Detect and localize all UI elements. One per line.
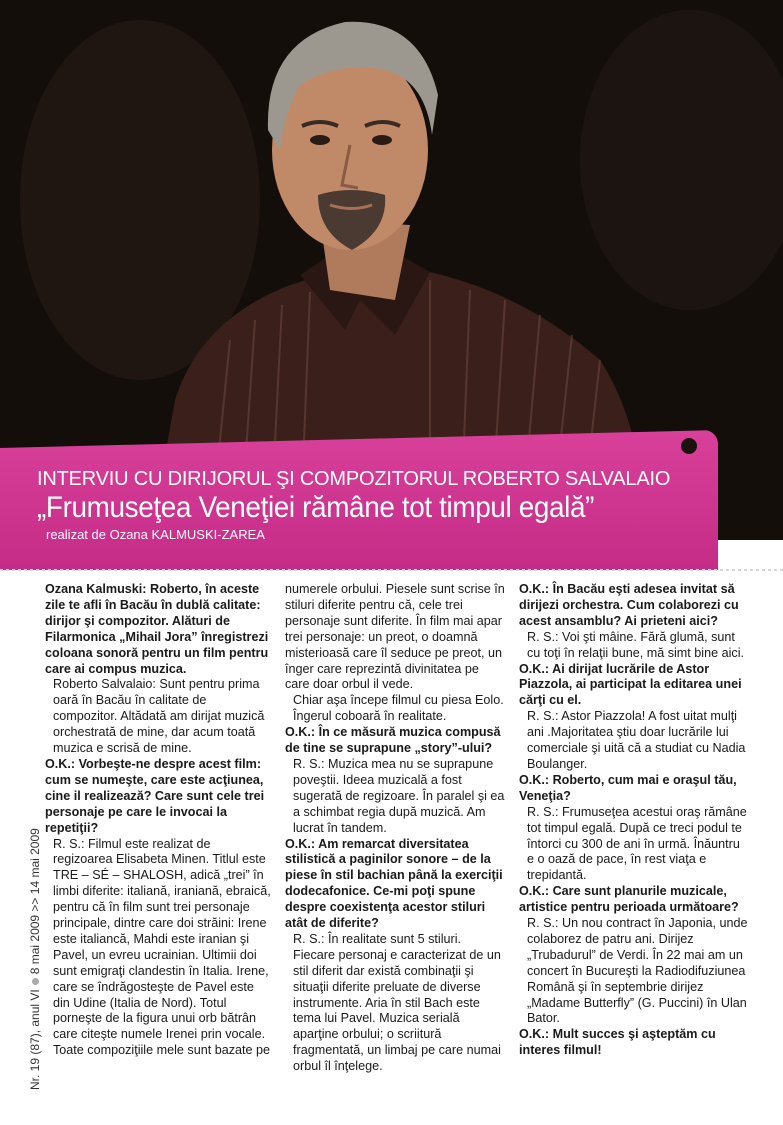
continued-paragraph: numerele orbului. Piesele sunt scrise în stiluri diferite pentru că, cele trei personaje sunt diferite. În film mai apar trei personaje: un preot, o doamnă misterioasă care îl seduce pe preot, un înger care reprezintă divinitatea pe care doar orbul il vede. bbox=[285, 582, 505, 692]
text-column-1 bbox=[45, 582, 271, 1059]
question-paragraph: O.K.: Roberto, cum mai e oraşul tău, Veneţia? bbox=[519, 772, 737, 803]
question-paragraph: O.K.: În Bacău eşti adesea invitat să dirijezi orchestra. Cum colaborezi cu acest ansamblu? Ai prieteni aici? bbox=[519, 582, 739, 628]
issue-number: Nr. 19 (87), anul VI bbox=[28, 989, 42, 1090]
perforation-divider bbox=[0, 566, 783, 574]
question-paragraph: O.K.: Vorbeşte-ne despre acest film: cum se numeşte, care este acţiunea, cine il realizează? Care sunt cele trei personaje pe care le invocai la repetiţii? bbox=[45, 756, 265, 835]
question-paragraph: Ozana Kalmuski: Roberto, în aceste zile te afli în Bacău în dublă calitate: dirijor şi compozitor. Alături de Filarmonica „Mihail Jora” înregistrezi coloana sonoră pentru un film pentru care ai compus muzica. bbox=[45, 582, 269, 676]
answer-paragraph: R. S.: Muzica mea nu se suprapune poveştii. Ideea muzicală a fost sugerată de regizoare. În paralel şi ea a schimbat regia după muzică. Am lucrat în tandem. bbox=[293, 756, 505, 835]
question-paragraph: O.K.: Am remarcat diversitatea stilistică a paginilor sonore – de la piese în stil bachian până la exerciţii dodecafonice. Ce-mi poţi spune despre coexistenţa acestor stiluri atât de diferite? bbox=[285, 836, 503, 931]
answer-paragraph: R. S.: Un nou contract în Japonia, unde colaborez de patru ani. Dirijez „Trubadurul” de Verdi. În 22 mai am un concert în Bucureşti la Radiodifuziunea Română şi în septembrie dirijez „Madame Butterfly” (G. Puccini) în Ulan Bator. bbox=[527, 916, 748, 1026]
answer-paragraph: R. S.: Filmul este realizat de regizoarea Elisabeta Minen. Titlul este TRE – SÉ – SHALOSH, adică „trei” în limbi diferite: italiană, iraniană, ebraică, pentru că în film sunt trei personaje principale, dintre care doi străini: Irene este italiancă, Mahdi este iranian şi Pavel, un evreu ucrainian. Ultimii doi sunt emigraţi clandestin în Italia. Irene, care se îndrăgosteşte de Pavel este din Udine (Italia de Nord). Totul porneşte de la figura unui orb bătrân care citeşte numele Irenei prin vocale. Toate compoziţiile mele sunt bazate pe bbox=[53, 836, 271, 1058]
article-byline: realizat de Ozana KALMUSKI-ZAREA bbox=[46, 527, 265, 542]
answer-paragraph: R. S.: Astor Piazzola! A fost uitat mulţi ani .Majoritatea ştiu doar lucrările lui comerciale şi uită că a studiat cu Nadia Boulanger. bbox=[527, 709, 746, 771]
answer-paragraph: R. S.: În realitate sunt 5 stiluri. Fiecare personaj e caracterizat de un stil diferit dar există combinaţii şi situaţii diferite preluate de diverse instrumente. Aria în stil Bach este tema lui Pavel. Muzica serială aparţine orbului; o scriitură fragmentată, un limbaj pe care numai orbul îl înţelege. bbox=[293, 931, 501, 1074]
question-paragraph: O.K.: Mult succes şi aşteptăm cu interes filmul! bbox=[519, 1027, 716, 1058]
text-column-3 bbox=[519, 582, 749, 1059]
question-paragraph: O.K.: În ce măsură muzica compusă de tine se suprapune „story”-ului? bbox=[285, 725, 501, 756]
text-column-2 bbox=[285, 582, 505, 1075]
article-kicker: INTERVIU CU DIRIJORUL ŞI COMPOZITORUL ROBERTO SALVALAIO bbox=[37, 468, 671, 490]
answer-paragraph: R. S.: Voi şti mâine. Fără glumă, sunt cu toţi în relaţii bune, mă simt bine aici. bbox=[527, 629, 744, 660]
article-headline: „Frumuseţea Veneţiei rămâne tot timpul egală” bbox=[37, 491, 595, 524]
answer-paragraph: Roberto Salvalaio: Sunt pentru prima oară în Bacău în calitate de compozitor. Altădată am dirijat muzică orchestrată de mine, dar acum toată muzica e scrisă de mine. bbox=[53, 677, 265, 756]
issue-caption bbox=[28, 828, 42, 1090]
answer-paragraph: R. S.: Frumuseţea acestui oraş rămâne tot timpul egală. După ce treci podul te întorci cu 300 de ani în urmă. Înăuntru e o oază de pace, în rest viaţa e trepidantă. bbox=[527, 804, 747, 883]
tag-hole-icon bbox=[681, 438, 697, 454]
question-paragraph: O.K.: Care sunt planurile muzicale, artistice pentru perioada următoare? bbox=[519, 884, 739, 915]
separator-dot-icon bbox=[32, 978, 39, 985]
question-paragraph: O.K.: Ai dirijat lucrările de Astor Piazzola, ai participat la editarea unei cărţi cu el. bbox=[519, 661, 742, 708]
answer-paragraph: Chiar aşa începe filmul cu piesa Eolo. Îngerul coboară în realitate. bbox=[293, 693, 504, 724]
issue-dates: 8 mai 2009 >> 14 mai 2009 bbox=[28, 828, 42, 975]
